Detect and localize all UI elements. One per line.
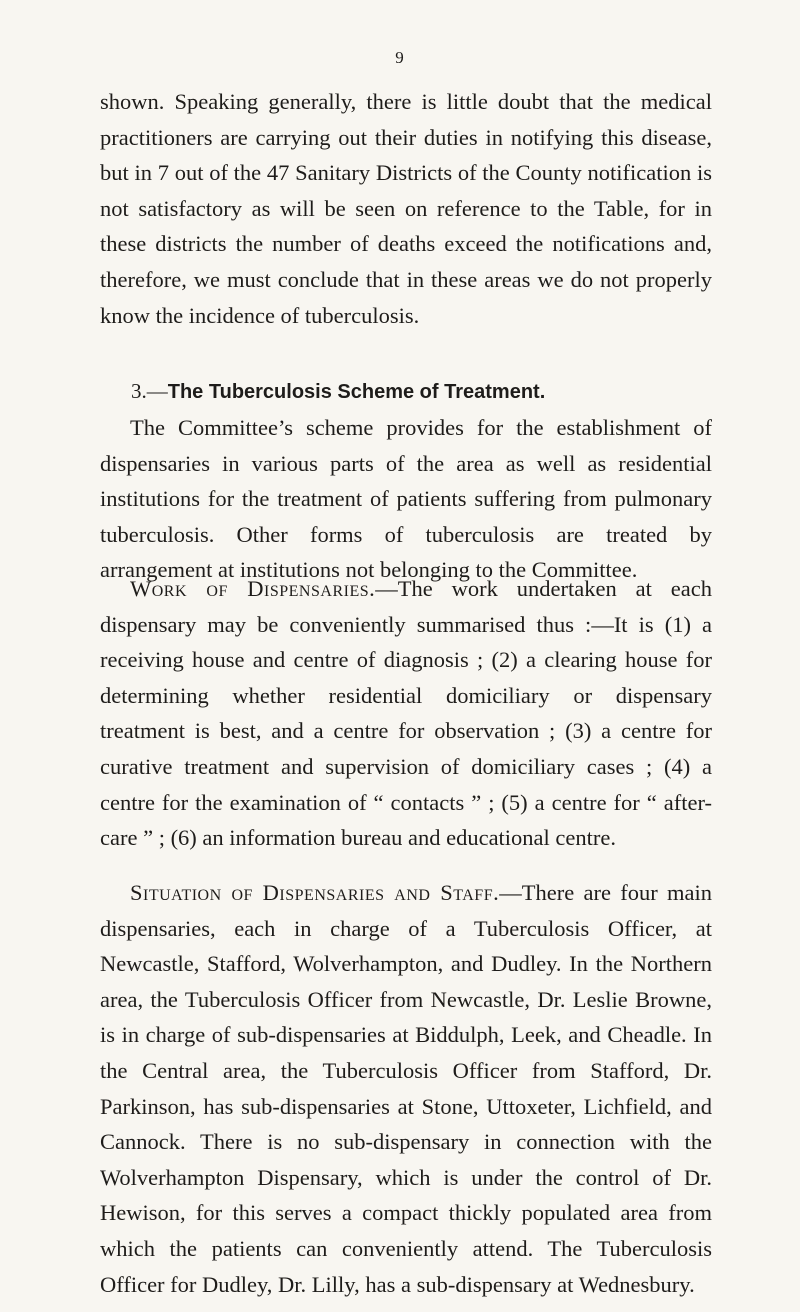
run-in-heading-work: Work of Dispensaries. bbox=[130, 576, 376, 601]
section-title: The Tuberculosis Scheme of Treatment. bbox=[167, 381, 546, 403]
run-in-heading-situation: Situation of Dispensaries and Staff. bbox=[130, 880, 500, 905]
page-number: 9 bbox=[395, 48, 405, 67]
paragraph-notification: shown. Speaking generally, there is little doubt that the medical practitioners are carrying out their duties in notifying this disease, but in 7 out of the 47 Sanitary Districts of the County notification is not satisfactory as will be seen on reference to the Table, for in these districts the number of deaths exceed the notifications and, therefore, we must conclude that in these areas we do not properly know the incidence of tuberculosis. bbox=[100, 89, 712, 328]
section-heading bbox=[131, 376, 731, 407]
paragraph-situation-of-dispensaries bbox=[100, 875, 712, 1302]
paragraph-situation-text: —There are four main dispensaries, each in charge of a Tuberculosis Officer, at Newcastle, Stafford, Wolverhampton, and Dudley. In the Northern area, the Tuberculosis Officer from Newcastle, Dr. Leslie Browne, is in charge of sub-dispensaries at Biddulph, Leek, and Cheadle. In the Central area, the Tuberculosis Officer from Stafford, Dr. Parkinson, has sub-dispensaries at Stone, Uttoxeter, Lichfield, and Cannock. There is no sub-dispensary in connection with the Wolverhampton Dispensary, which is under the control of Dr. Hewison, for this serves a compact thickly populated area from which the patients can conveniently attend. The Tuberculosis Officer for Dudley, Dr. Lilly, has a sub-dispensary at Wednesbury. bbox=[100, 880, 712, 1297]
section-number: 3.— bbox=[131, 379, 168, 403]
paragraph-committee-scheme: The Committee’s scheme provides for the establishment of dispensaries in various parts of the area as well as residential institutions for the treatment of patients suffering from pulmonary tuberculosis. Other forms of tuberculosis are treated by arrangement at institutions not belonging to the Committee. bbox=[100, 415, 712, 583]
paragraph-work-of-dispensaries bbox=[100, 571, 712, 856]
paragraph-work-text: —The work undertaken at each dispensary may be conveniently summarised thus :—It is (1) a receiving house and centre of diagnosis ; (2) a clearing house for determining whether residential domiciliary or dispensary treatment is best, and a centre for observation ; (3) a centre for curative treatment and supervision of domiciliary cases ; (4) a centre for the examination of “ contacts ” ; (5) a centre for “ after-care ” ; (6) an information bureau and educational centre. bbox=[100, 576, 712, 851]
